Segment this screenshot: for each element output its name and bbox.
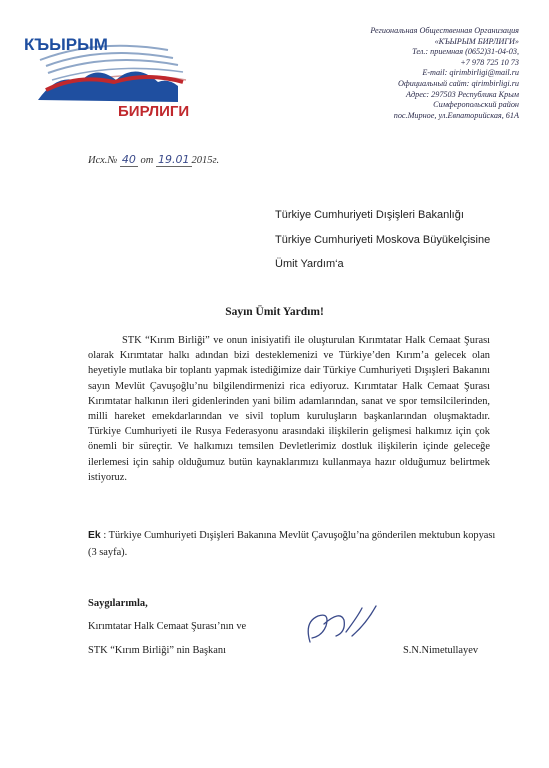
org-line: «КЪЫРЫМ БИРЛИГИ» (434, 36, 519, 46)
logo-text-top: КЪЫРЫМ (24, 35, 108, 54)
letter-body (88, 333, 490, 485)
org-line: Региональная Общественная Организация (370, 26, 519, 35)
attachment-text: : Türkiye Cumhuriyeti Dışişleri Bakanına Mevlüt Çavuşoğlu’na gönderilen mektubun kopyası (3 sayfa). (88, 530, 496, 558)
handwritten-signature (300, 602, 380, 652)
reference-number: 40 (121, 153, 136, 166)
reference-date: 19.01 (158, 153, 190, 166)
organization-logo (18, 20, 208, 125)
signatory-title-line-1: Kırımtatar Halk Cemaat Şurası’nın ve (88, 621, 247, 632)
closing-phrase: Saygılarımla, (88, 598, 148, 609)
org-line: Симферопольский район (433, 100, 519, 110)
recipient-block (275, 203, 490, 277)
body-paragraph: STK “Kırım Birliği” ve onun inisiyatifi ile oluşturulan Kırımtatar Halk Cemaat Şurası olarak Kırımtatar halkı adından bizi desteklemenizi ve Türkiye’den Kırım’a gelecek olan heyetiyle mutlaka bir toplantı yapmak istediğimize dair Türkiye Cumhuriyeti Dışışleri Bakanını sayın Mevlüt Çavuşoğlu’nu bilgilendirmenizi rica ediyoruz. Kırımtatar Halk Cemaat Şurası Kırımtatar halkının ileri gidenlerinden yani bilim adamlarından, sanat ve spor temsilcilerinden, milli hareket emekdarlarından ve sivil toplum kuruluşların başkanlarından oluşmaktadır. Türkiye Cumhuriyeti ile Rusya Federasyonu arasındaki ilişkilerin gelişmesi halkımız için çok önemli bir süreçtir. Ve halkımızı temsilen Devletlerimiz dostluk ilişkilerin içinde geleceğe ilerlemesi için sahip olduğumuz butün kaynaklarımızı kullanmaya hazır olduğumuz belirtmek istiyoruz. (88, 335, 490, 483)
attachment-note (88, 527, 498, 561)
attachment-label: Ek (88, 530, 101, 541)
signatory-name: S.N.Nimetullayev (403, 645, 479, 656)
recipient-line: Ümit Yardım‘a (275, 258, 344, 270)
reference-from: от (140, 155, 154, 166)
org-line: E-mail: qirimbirligi@mail.ru (422, 68, 519, 78)
salutation: Sayın Ümit Yardım! (225, 306, 324, 318)
org-line: Адрес: 297503 Республика Крым (405, 89, 519, 99)
org-line: +7 978 725 10 73 (460, 57, 519, 67)
signatory-title-line-2: STK “Kırım Birliği” nin Başkanı (88, 645, 226, 656)
org-line: Тел.: приемная (0652)31-04-03, (412, 47, 519, 57)
org-line: пос.Мирное, ул.Евпаторийская, 61А (393, 110, 519, 120)
logo-text-bottom: БИРЛИГИ (118, 103, 190, 120)
reference-year: 2015г. (191, 155, 220, 166)
org-line: Официальный сайт: qirimbirligi.ru (398, 78, 519, 88)
organization-header (279, 26, 519, 121)
recipient-line: Türkiye Cumhuriyeti Dışişleri Bakanlığı (275, 209, 464, 221)
reference-line (88, 153, 219, 166)
recipient-line: Türkiye Cumhuriyeti Moskova Büyükelçisine (275, 233, 491, 246)
reference-prefix: Исх.№ (88, 155, 118, 166)
